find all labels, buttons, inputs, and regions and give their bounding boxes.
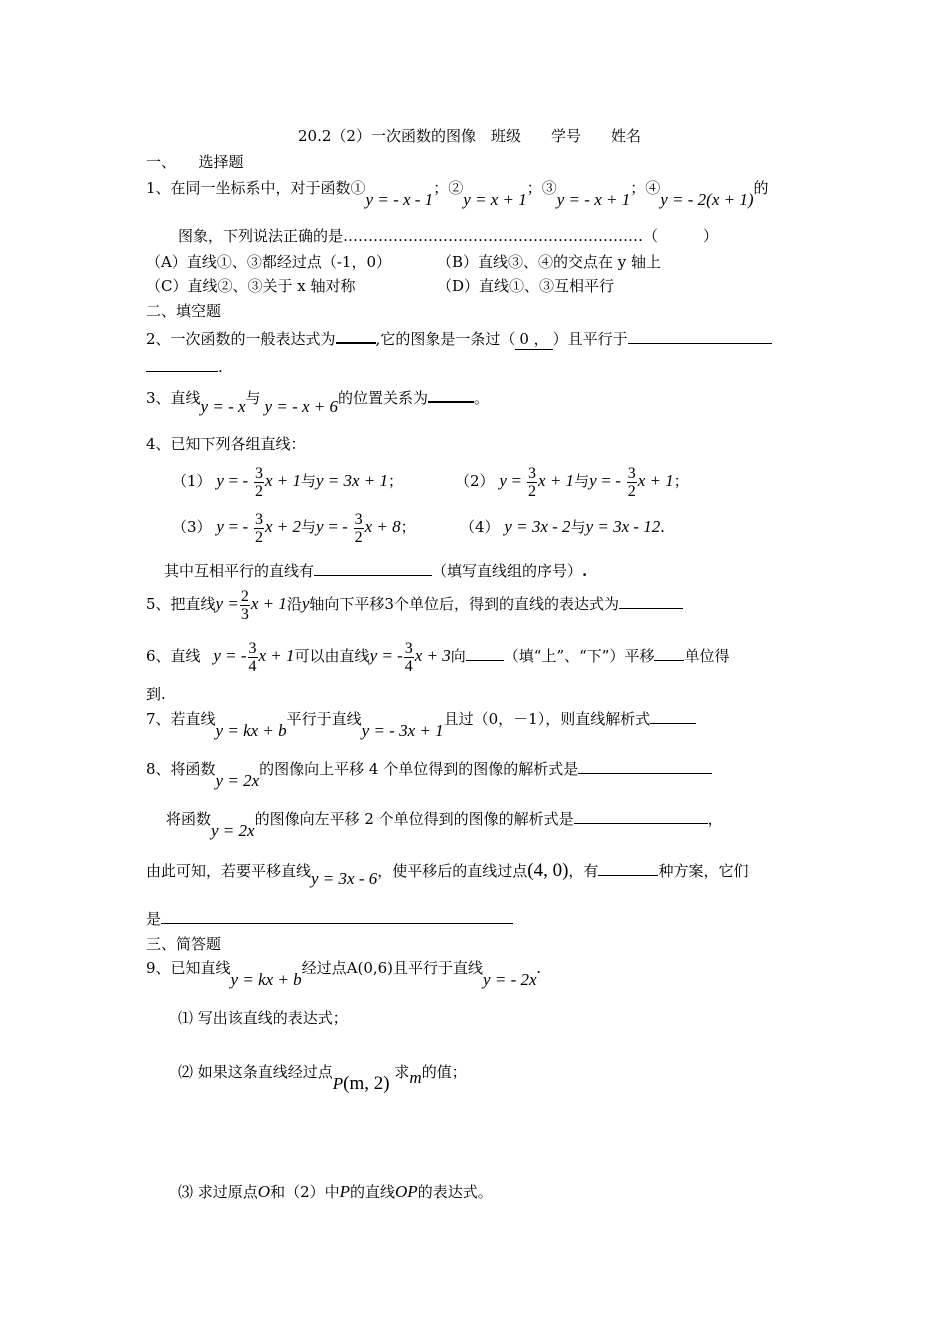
q6-frac: $\frac{3}{4}$ xyxy=(404,639,413,675)
q1-function-4: y = - 2(x + 1) xyxy=(660,190,754,209)
q4-expr: x + 1 xyxy=(538,471,575,490)
q4-expr: y = 3x - 2 xyxy=(504,517,571,536)
q4-row-4 xyxy=(460,508,665,546)
q9-s2-var-m: m xyxy=(409,1068,422,1087)
q2-text-b: ,它的图象是一条过（ xyxy=(375,330,516,348)
q4-frac: $\frac{3}{2}$ xyxy=(254,464,263,500)
q6-y: y = - xyxy=(369,646,403,665)
q9-s3-line-op: OP xyxy=(395,1182,418,1201)
q4-tail-a: 其中互相平行的直线有 xyxy=(164,562,315,580)
q6-text-b: 可以由直线 xyxy=(294,647,370,665)
q5-text-c: 轴向下平移3个单位后，得到的直线的表达式为 xyxy=(309,595,619,613)
q4-row-2 xyxy=(455,462,689,500)
q6-frac: $\frac{3}{4}$ xyxy=(248,639,257,675)
q4-frac: $\frac{3}{2}$ xyxy=(254,510,263,546)
q9-s3-origin: O xyxy=(257,1182,271,1201)
q3-blank[interactable] xyxy=(428,386,474,403)
q4-label-2: （2） xyxy=(455,472,495,490)
q4-label-1: （1） xyxy=(172,472,212,490)
q5-frac: $\frac{2}{3}$ xyxy=(240,587,249,623)
q4-expr: y = 3x + 1 xyxy=(315,471,389,490)
q4-expr: x + 8 xyxy=(364,517,401,536)
q9-s3-point: P xyxy=(339,1182,350,1201)
q9-sub-2 xyxy=(178,1062,467,1094)
q4-frac: $\frac{3}{2}$ xyxy=(528,464,537,500)
q3-line-1: y = - x xyxy=(200,397,246,416)
q9-s2-point-coords: (m, 2) xyxy=(343,1073,390,1094)
q5-blank[interactable] xyxy=(619,593,683,609)
q8-comma: ， xyxy=(707,810,723,828)
question-9 xyxy=(146,958,541,989)
q8-function: y = 2x xyxy=(211,821,255,840)
q4-frac: $\frac{3}{2}$ xyxy=(627,464,636,500)
q4-equals: = - xyxy=(228,517,249,536)
q8-text-h: ，有 xyxy=(568,862,599,880)
q4-row-1 xyxy=(172,462,403,500)
question-7 xyxy=(146,708,696,740)
q1-text: 1、在同一坐标系中，对于函数① xyxy=(146,179,366,197)
question-2-cont xyxy=(146,356,223,377)
q6-text-c: 向 xyxy=(450,647,466,665)
q4-equals: = - xyxy=(601,471,621,490)
question-6-cont: 到. xyxy=(146,685,166,703)
q4-tail-end: . xyxy=(582,562,588,580)
q8-text-b: 的图像向上平移 4 个单位得到的图像的解析式是 xyxy=(259,760,579,778)
q8-text-j: 是 xyxy=(146,910,162,928)
q2-end: . xyxy=(218,358,223,376)
q1-sep-2: ；② xyxy=(433,179,464,197)
q8-text-i: 种方案，它们 xyxy=(658,862,749,880)
q8-blank-2[interactable] xyxy=(574,808,708,824)
page-title: 20.2（2）一次函数的图像 班级 学号 姓名 xyxy=(298,127,641,145)
question-8-line-2 xyxy=(166,808,723,840)
q4-semi: ； xyxy=(388,472,404,490)
q5-text-a: 5、把直线 xyxy=(146,595,216,613)
question-2 xyxy=(146,327,772,350)
q2-blank-2[interactable] xyxy=(628,328,772,344)
q8-text-g: ，使平移后的直线过点 xyxy=(377,862,528,880)
section-fill-heading: 二、填空题 xyxy=(146,302,222,320)
q6-blank-2[interactable] xyxy=(654,645,684,661)
q8-blank-3[interactable] xyxy=(598,860,658,876)
q8-blank-1[interactable] xyxy=(578,758,712,774)
question-1-stem xyxy=(146,178,769,209)
q9-s3-text-b: 和（2）中 xyxy=(270,1183,340,1201)
q5-text-b: 沿 xyxy=(286,595,302,613)
q4-with: 与 xyxy=(300,518,316,536)
q9-s3-text-d: 的表达式。 xyxy=(417,1183,493,1201)
q4-y: y xyxy=(589,471,597,490)
q8-text-d: 的图像向左平移 2 个单位得到的图像的解析式是 xyxy=(254,810,574,828)
question-5 xyxy=(146,584,683,624)
q8-line: y = 3x - 6 xyxy=(311,869,378,888)
q9-end: . xyxy=(536,958,541,977)
q4-semi: ； xyxy=(673,472,689,490)
q1-sep-3: ；③ xyxy=(526,179,557,197)
question-6 xyxy=(146,636,730,676)
q6-expr: x + 3 xyxy=(414,646,451,665)
q2-text-a: 2、一次函数的一般表达式为 xyxy=(146,330,336,348)
q4-y: y xyxy=(216,517,224,536)
q5-yvar: y xyxy=(301,594,310,613)
q3-text-c: 的位置关系为 xyxy=(338,389,429,407)
q9-line-2: y = - 2x xyxy=(483,970,537,989)
q8-text-a: 8、将函数 xyxy=(146,760,216,778)
q6-text-e: 单位得 xyxy=(684,647,730,665)
q9-s2-text-b: 求 xyxy=(394,1063,410,1081)
q7-text-b: 平行于直线 xyxy=(286,710,362,728)
question-1-stem-cont: 图象，下列说法正确的是……………………………………………………（ ） xyxy=(178,227,719,245)
q1-function-1: y = - x - 1 xyxy=(365,190,434,209)
q8-text-e: 由此可知，若要平移直线 xyxy=(146,862,312,880)
q4-row-3 xyxy=(172,508,416,546)
q1-option-c: （C）直线②、③关于 x 轴对称 xyxy=(146,277,356,295)
question-3 xyxy=(146,386,490,416)
q4-equals: = xyxy=(511,471,522,490)
q4-semi: ； xyxy=(400,518,416,536)
question-4-tail xyxy=(164,560,587,581)
q4-with: 与 xyxy=(574,472,590,490)
question-8-line-4 xyxy=(146,908,513,929)
q1-option-d: （D）直线①、③互相平行 xyxy=(437,277,615,295)
q9-s3-text-c: 的直线 xyxy=(350,1183,396,1201)
q9-text-b: 经过点A(0,6)且平行于直线 xyxy=(301,959,484,977)
q2-blank-2-cont[interactable] xyxy=(146,356,218,372)
q4-label-3: （3） xyxy=(172,518,212,536)
q9-s2-text-a: ⑵ 如果这条直线经过点 xyxy=(178,1063,333,1081)
q4-y: y xyxy=(216,471,224,490)
question-8-line-3 xyxy=(146,860,749,888)
q4-expr: x + 1 xyxy=(264,471,301,490)
q5-y: y = xyxy=(215,594,239,613)
q7-blank[interactable] xyxy=(650,708,696,724)
question-4-stem: 4、已知下列各组直线： xyxy=(146,435,306,453)
q1-option-a: （A）直线①、③都经过点（-1，0） xyxy=(146,253,391,271)
q9-s2-point-p: P xyxy=(332,1074,344,1093)
q4-with: 与 xyxy=(300,472,316,490)
q8-blank-4[interactable] xyxy=(161,908,513,924)
q4-with: 与 xyxy=(570,518,586,536)
question-8-line-1 xyxy=(146,758,712,790)
q8-text-c: 将函数 xyxy=(166,810,212,828)
q6-expr: x + 1 xyxy=(258,646,295,665)
q4-frac: $\frac{3}{2}$ xyxy=(354,510,363,546)
q2-text-d: ）且平行于 xyxy=(552,330,628,348)
q4-y: y xyxy=(499,471,507,490)
section-answer-heading: 三、简答题 xyxy=(146,935,222,953)
q3-text-a: 3、直线 xyxy=(146,389,201,407)
q9-s2-text-c: 的值； xyxy=(421,1063,467,1081)
q6-blank-1[interactable] xyxy=(466,645,504,661)
q6-y: y = - xyxy=(213,646,247,665)
q2-blank-point[interactable]: 0 ， xyxy=(515,329,552,350)
q4-equals: = - xyxy=(328,517,348,536)
q4-expr: x + 2 xyxy=(264,517,301,536)
q4-dot: . xyxy=(660,517,665,536)
q9-text-a: 9、已知直线 xyxy=(146,959,231,977)
q9-line-1: y = kx + b xyxy=(230,970,302,989)
q7-line-2: y = - 3x + 1 xyxy=(361,721,444,740)
q9-s3-text-a: ⑶ 求过原点 xyxy=(178,1183,258,1201)
q4-expr: x + 1 xyxy=(637,471,674,490)
q4-blank[interactable] xyxy=(314,560,432,576)
q1-sep-4: ；④ xyxy=(630,179,661,197)
q6-text-a: 6、直线 xyxy=(146,647,201,665)
q6-text-d: （填“上”、“下”）平移 xyxy=(503,647,655,665)
q9-sub-3 xyxy=(178,1182,493,1202)
section-choice-heading: 一、 选择题 xyxy=(146,153,244,171)
q5-expr: x + 1 xyxy=(250,594,287,613)
q4-equals: = - xyxy=(228,471,249,490)
q1-end: 的 xyxy=(753,179,769,197)
q1-function-2: y = x + 1 xyxy=(463,190,527,209)
q7-text-a: 7、若直线 xyxy=(146,710,216,728)
q8-point: (4, 0) xyxy=(527,860,569,881)
q4-tail-b: （填写直线组的序号） xyxy=(432,562,583,580)
q1-function-3: y = - x + 1 xyxy=(556,190,631,209)
q3-text-b: 与 xyxy=(245,389,261,407)
q4-label-4: （4） xyxy=(460,518,500,536)
q4-expr: y = 3x - 12 xyxy=(585,517,661,536)
q7-text-c: 且过（0，－1），则直线解析式 xyxy=(443,710,651,728)
q2-blank-1[interactable] xyxy=(336,327,376,344)
q8-function: y = 2x xyxy=(215,771,260,790)
q3-end: 。 xyxy=(474,389,490,407)
q9-sub-1: ⑴ 写出该直线的表达式； xyxy=(178,1009,348,1027)
q4-y: y xyxy=(315,517,324,536)
q7-line-1: y = kx + b xyxy=(215,721,287,740)
q1-option-b: （B）直线③、④的交点在 y 轴上 xyxy=(437,253,662,271)
q3-line-2: y = - x + 6 xyxy=(264,397,338,416)
